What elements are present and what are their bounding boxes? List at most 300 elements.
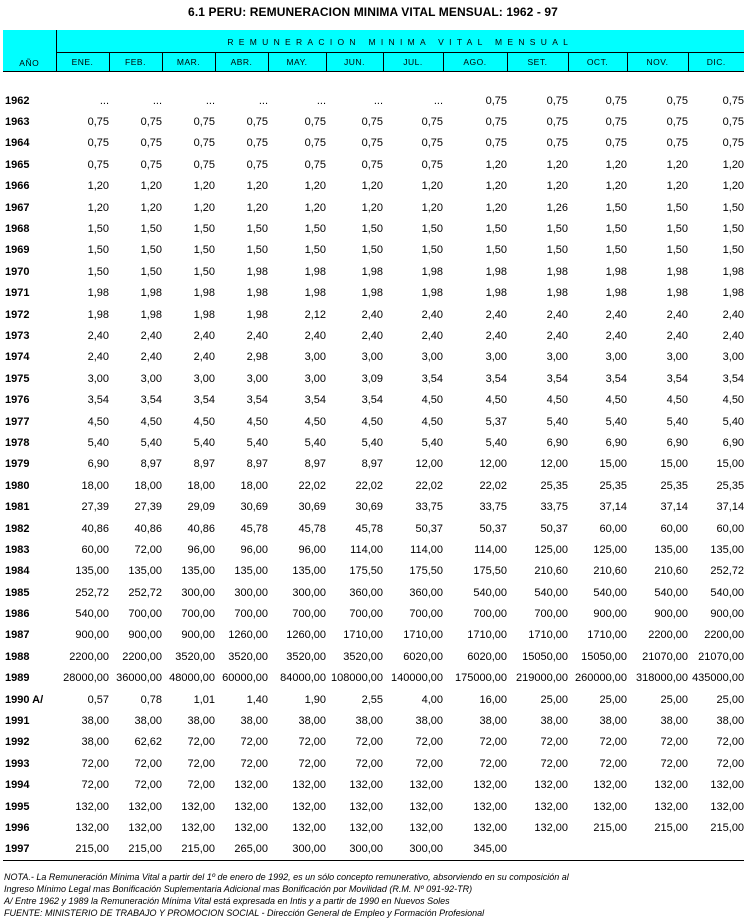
value-cell: 1710,00 — [467, 629, 507, 642]
value-cell: 1,98 — [546, 265, 568, 278]
year-cell: 1969 — [5, 244, 30, 257]
value-cell: 1,50 — [421, 223, 443, 236]
value-cell: 2,40 — [361, 329, 383, 342]
table-row — [3, 753, 744, 774]
value-cell: 4,50 — [193, 415, 215, 428]
value-cell: 38,00 — [81, 736, 109, 749]
value-cell: 1,50 — [193, 244, 215, 257]
value-cell: 140000,00 — [391, 672, 443, 685]
value-cell: 5,40 — [421, 436, 443, 449]
value-cell: 0,75 — [361, 158, 383, 171]
value-cell: 15,00 — [660, 458, 688, 471]
value-cell: 1,50 — [193, 265, 215, 278]
value-cell: 5,40 — [193, 436, 215, 449]
value-cell: 30,69 — [240, 501, 268, 514]
value-cell: 48000,00 — [169, 672, 215, 685]
value-cell: 1,50 — [246, 223, 268, 236]
value-cell: 1,98 — [87, 287, 109, 300]
value-cell: 132,00 — [710, 779, 745, 792]
value-cell: 1,50 — [87, 244, 109, 257]
value-cell: 219000,00 — [516, 672, 568, 685]
value-cell: 38,00 — [599, 715, 627, 728]
footnote-line: FUENTE: MINISTERIO DE TRABAJO Y PROMOCION SOCIAL - Dirección General de Empleo y Formación Profesional — [4, 908, 485, 918]
value-cell: 72,00 — [81, 757, 109, 770]
value-cell: ... — [205, 94, 215, 107]
value-cell: 1,50 — [87, 265, 109, 278]
value-cell: 72,00 — [187, 736, 215, 749]
value-cell: 1,20 — [421, 180, 443, 193]
value-cell: 135,00 — [292, 565, 326, 578]
value-cell: 700,00 — [181, 608, 215, 621]
value-cell: 2,12 — [304, 308, 326, 321]
value-cell: 1,20 — [605, 180, 627, 193]
value-cell: 25,35 — [599, 479, 627, 492]
value-cell: 38,00 — [134, 715, 162, 728]
span-header: REMUNERACION MINIMA VITAL MENSUAL — [56, 30, 744, 53]
value-cell: 1710,00 — [587, 629, 627, 642]
value-cell: 15,00 — [716, 458, 745, 471]
value-cell: 3,54 — [722, 372, 745, 385]
value-cell: 2,98 — [246, 351, 268, 364]
value-cell: 96,00 — [298, 543, 326, 556]
year-cell: 1965 — [5, 158, 30, 171]
value-cell: 60,00 — [81, 543, 109, 556]
value-cell: 2,40 — [605, 308, 627, 321]
value-cell: 3,54 — [666, 372, 688, 385]
year-cell: 1962 — [5, 94, 30, 107]
value-cell: 1,20 — [546, 158, 568, 171]
table-header — [3, 30, 744, 72]
table-row — [3, 668, 744, 689]
value-cell: 60000,00 — [222, 672, 268, 685]
value-cell: 210,60 — [593, 565, 627, 578]
value-cell: 4,50 — [246, 415, 268, 428]
value-cell: 132,00 — [409, 779, 443, 792]
value-cell: 132,00 — [534, 800, 568, 813]
value-cell: 0,75 — [87, 116, 109, 129]
table-row — [3, 197, 744, 218]
value-cell: ... — [258, 94, 268, 107]
value-cell: 3520,00 — [343, 650, 383, 663]
value-cell: 0,75 — [722, 94, 745, 107]
table-row — [3, 796, 744, 817]
value-cell: 1,50 — [246, 244, 268, 257]
value-cell: 132,00 — [181, 821, 215, 834]
value-cell: 72,00 — [240, 757, 268, 770]
value-cell: 1,98 — [421, 287, 443, 300]
year-cell: 1991 — [5, 715, 30, 728]
value-cell: 0,57 — [87, 693, 109, 706]
value-cell: 1,50 — [361, 223, 383, 236]
value-cell: 700,00 — [473, 608, 507, 621]
year-column-header: AÑO — [3, 30, 56, 71]
value-cell: 1,98 — [546, 287, 568, 300]
value-cell: 27,39 — [81, 501, 109, 514]
value-cell: 540,00 — [593, 586, 627, 599]
value-cell: 1260,00 — [228, 629, 268, 642]
value-cell: 5,40 — [485, 436, 507, 449]
table-row — [3, 539, 744, 560]
value-cell: 2,40 — [485, 329, 507, 342]
value-cell: 1,20 — [421, 201, 443, 214]
value-cell: 18,00 — [187, 479, 215, 492]
value-cell: 132,00 — [234, 821, 268, 834]
year-cell: 1971 — [5, 287, 30, 300]
value-cell: 132,00 — [75, 800, 109, 813]
value-cell: 6,90 — [666, 436, 688, 449]
value-cell: 22,02 — [355, 479, 383, 492]
table-row — [3, 732, 744, 753]
value-cell: 2,40 — [87, 351, 109, 364]
value-cell: 2,40 — [140, 351, 162, 364]
value-cell: 38,00 — [187, 715, 215, 728]
value-cell: 252,72 — [710, 565, 745, 578]
value-cell: 1,98 — [485, 287, 507, 300]
value-cell: 12,00 — [479, 458, 507, 471]
value-cell: 360,00 — [349, 586, 383, 599]
value-cell: 1,26 — [546, 201, 568, 214]
value-cell: 1,50 — [605, 223, 627, 236]
value-cell: 135,00 — [234, 565, 268, 578]
value-cell: 1,50 — [666, 201, 688, 214]
value-cell: 114,00 — [410, 543, 443, 556]
value-cell: 8,97 — [193, 458, 215, 471]
value-cell: 1,20 — [246, 201, 268, 214]
value-cell: 1,20 — [666, 180, 688, 193]
value-cell: 1,20 — [140, 180, 162, 193]
month-header: JUL. — [383, 53, 443, 72]
footnote-line: Ingreso Mínimo Legal mas Bonificación Suplementaria Adicional mas Bonificación por Movilidad (R.M. Nº 091-92-TR) — [4, 884, 473, 894]
value-cell: 900,00 — [654, 608, 688, 621]
value-cell: 60,00 — [716, 522, 745, 535]
year-cell: 1985 — [5, 586, 30, 599]
value-cell: 0,75 — [666, 94, 688, 107]
value-cell: 8,97 — [246, 458, 268, 471]
table-row — [3, 90, 744, 111]
value-cell: 900,00 — [181, 629, 215, 642]
value-cell: 45,78 — [355, 522, 383, 535]
value-cell: 3,00 — [605, 351, 627, 364]
month-header: JUN. — [326, 53, 383, 72]
value-cell: 1,20 — [485, 201, 507, 214]
value-cell: 0,75 — [546, 116, 568, 129]
value-cell: 25,00 — [599, 693, 627, 706]
value-cell: 3,00 — [140, 372, 162, 385]
value-cell: 4,50 — [485, 394, 507, 407]
table-row — [3, 839, 744, 861]
value-cell: 135,00 — [710, 543, 745, 556]
value-cell: 132,00 — [292, 821, 326, 834]
value-cell: 135,00 — [654, 543, 688, 556]
value-cell: 1,50 — [485, 244, 507, 257]
value-cell: 5,40 — [605, 415, 627, 428]
value-cell: 3,54 — [421, 372, 443, 385]
value-cell: 0,75 — [485, 137, 507, 150]
value-cell: 60,00 — [660, 522, 688, 535]
year-cell: 1973 — [5, 329, 30, 342]
value-cell: 0,75 — [246, 158, 268, 171]
value-cell: 25,00 — [540, 693, 568, 706]
value-cell: 72,00 — [298, 757, 326, 770]
value-cell: 5,40 — [87, 436, 109, 449]
value-cell: 45,78 — [240, 522, 268, 535]
value-cell: 0,75 — [546, 137, 568, 150]
value-cell: 2,40 — [361, 308, 383, 321]
value-cell: 72,00 — [599, 736, 627, 749]
value-cell: ... — [152, 94, 162, 107]
value-cell: 2,40 — [666, 329, 688, 342]
year-cell: 1963 — [5, 116, 30, 129]
value-cell: 1,98 — [722, 287, 745, 300]
value-cell: 175000,00 — [455, 672, 507, 685]
value-cell: 132,00 — [181, 800, 215, 813]
value-cell: 1,50 — [666, 223, 688, 236]
value-cell: 0,75 — [605, 116, 627, 129]
value-cell: 132,00 — [234, 779, 268, 792]
value-cell: 2,40 — [87, 329, 109, 342]
value-cell: 16,00 — [479, 693, 507, 706]
value-cell: 18,00 — [240, 479, 268, 492]
value-cell: 3,00 — [193, 372, 215, 385]
value-cell: 132,00 — [654, 779, 688, 792]
value-cell: 300,00 — [181, 586, 215, 599]
value-cell: 38,00 — [298, 715, 326, 728]
value-cell: 33,75 — [540, 501, 568, 514]
value-cell: 2200,00 — [704, 629, 745, 642]
value-cell: 540,00 — [75, 608, 109, 621]
value-cell: 215,00 — [75, 843, 109, 856]
value-cell: 5,40 — [140, 436, 162, 449]
year-cell: 1982 — [5, 522, 30, 535]
value-cell: 4,50 — [666, 394, 688, 407]
value-cell: 1,20 — [605, 158, 627, 171]
value-cell: 72,00 — [81, 779, 109, 792]
value-cell: 38,00 — [240, 715, 268, 728]
value-cell: 1,98 — [605, 287, 627, 300]
value-cell: 252,72 — [75, 586, 109, 599]
value-cell: 3,00 — [485, 351, 507, 364]
month-header: SET. — [507, 53, 568, 72]
year-cell: 1994 — [5, 779, 30, 792]
value-cell: 1,90 — [304, 693, 326, 706]
value-cell: 132,00 — [75, 821, 109, 834]
value-cell: 5,40 — [546, 415, 568, 428]
value-cell: 60,00 — [599, 522, 627, 535]
value-cell: 0,75 — [421, 137, 443, 150]
value-cell: 300,00 — [234, 586, 268, 599]
value-cell: 72,00 — [716, 736, 745, 749]
value-cell: 210,60 — [654, 565, 688, 578]
value-cell: 1,98 — [193, 308, 215, 321]
value-cell: 0,75 — [304, 137, 326, 150]
value-cell: 3,54 — [304, 394, 326, 407]
value-cell: 540,00 — [473, 586, 507, 599]
value-cell: 3,00 — [87, 372, 109, 385]
value-cell: 6,90 — [722, 436, 745, 449]
value-cell: 2,40 — [193, 329, 215, 342]
value-cell: 125,00 — [593, 543, 627, 556]
value-cell: 0,75 — [546, 94, 568, 107]
value-cell — [627, 839, 688, 861]
value-cell: 1,40 — [246, 693, 268, 706]
value-cell: 38,00 — [479, 715, 507, 728]
value-cell: 2,40 — [546, 329, 568, 342]
value-cell: 2,40 — [421, 329, 443, 342]
value-cell: 114,00 — [474, 543, 507, 556]
value-cell: 72,00 — [599, 757, 627, 770]
value-cell: 4,50 — [140, 415, 162, 428]
value-cell: 2,40 — [193, 351, 215, 364]
page-title: 6.1 PERU: REMUNERACION MINIMA VITAL MENSUAL: 1962 - 97 — [188, 5, 558, 19]
table-row — [3, 646, 744, 667]
value-cell: 132,00 — [349, 779, 383, 792]
value-cell: 0,75 — [605, 137, 627, 150]
value-cell: 132,00 — [409, 800, 443, 813]
value-cell: 25,00 — [716, 693, 745, 706]
value-cell: 1,50 — [722, 223, 745, 236]
value-cell: 2,40 — [140, 329, 162, 342]
value-cell: 1,50 — [140, 265, 162, 278]
value-cell: 900,00 — [710, 608, 745, 621]
year-cell: 1989 — [5, 672, 30, 685]
value-cell: 540,00 — [534, 586, 568, 599]
value-cell: 29,09 — [187, 501, 215, 514]
value-cell: 900,00 — [593, 608, 627, 621]
value-cell: 0,75 — [193, 116, 215, 129]
value-cell: 0,75 — [140, 137, 162, 150]
value-cell: 72,00 — [479, 736, 507, 749]
value-cell: 215,00 — [593, 821, 627, 834]
value-cell: 72,00 — [187, 779, 215, 792]
value-cell: 132,00 — [234, 800, 268, 813]
value-cell: 33,75 — [415, 501, 443, 514]
value-cell: 22,02 — [415, 479, 443, 492]
value-cell: 1,98 — [87, 308, 109, 321]
value-cell: 1,20 — [546, 180, 568, 193]
value-cell: 0,75 — [87, 158, 109, 171]
value-cell: 72,00 — [134, 779, 162, 792]
value-cell: 1,98 — [246, 287, 268, 300]
table-row — [3, 689, 744, 710]
value-cell: 132,00 — [349, 800, 383, 813]
wage-table — [3, 30, 744, 861]
value-cell: 6,90 — [546, 436, 568, 449]
table-row — [3, 710, 744, 731]
value-cell: 108000,00 — [331, 672, 383, 685]
value-cell: 6020,00 — [403, 650, 443, 663]
value-cell: 1,20 — [722, 158, 745, 171]
value-cell: ... — [433, 94, 443, 107]
value-cell: 1710,00 — [528, 629, 568, 642]
value-cell: 0,75 — [193, 158, 215, 171]
value-cell: 21070,00 — [698, 650, 745, 663]
value-cell: 8,97 — [304, 458, 326, 471]
value-cell: 3,54 — [140, 394, 162, 407]
value-cell: 132,00 — [292, 779, 326, 792]
value-cell: 4,50 — [421, 415, 443, 428]
value-cell: 260000,00 — [575, 672, 627, 685]
month-header: MAY. — [268, 53, 326, 72]
value-cell: 345,00 — [473, 843, 507, 856]
value-cell: 6020,00 — [467, 650, 507, 663]
value-cell: 72,00 — [298, 736, 326, 749]
value-cell: 45,78 — [298, 522, 326, 535]
value-cell: 1,20 — [87, 180, 109, 193]
table-row — [3, 817, 744, 838]
table-row — [3, 368, 744, 389]
value-cell: 3,54 — [246, 394, 268, 407]
value-cell: 132,00 — [349, 821, 383, 834]
value-cell: 4,50 — [722, 394, 745, 407]
value-cell: 0,75 — [666, 137, 688, 150]
value-cell: 21070,00 — [642, 650, 688, 663]
value-cell: 175,50 — [473, 565, 507, 578]
value-cell: 1,50 — [421, 244, 443, 257]
value-cell: 5,37 — [485, 415, 507, 428]
value-cell: 252,72 — [128, 586, 162, 599]
year-cell: 1976 — [5, 394, 30, 407]
value-cell: 132,00 — [534, 779, 568, 792]
value-cell: 72,00 — [479, 757, 507, 770]
value-cell: 72,00 — [415, 736, 443, 749]
value-cell: 4,50 — [361, 415, 383, 428]
value-cell: 18,00 — [134, 479, 162, 492]
value-cell: 1,50 — [87, 223, 109, 236]
value-cell: 2200,00 — [122, 650, 162, 663]
value-cell: 1,98 — [246, 308, 268, 321]
value-cell: 33,75 — [479, 501, 507, 514]
value-cell: 700,00 — [534, 608, 568, 621]
value-cell: 132,00 — [473, 800, 507, 813]
value-cell: 25,00 — [660, 693, 688, 706]
value-cell: 84000,00 — [280, 672, 326, 685]
value-cell: 3520,00 — [228, 650, 268, 663]
year-cell: 1967 — [5, 201, 30, 214]
value-cell: 2,40 — [722, 329, 745, 342]
value-cell: 215,00 — [710, 821, 745, 834]
value-cell: 1,98 — [666, 265, 688, 278]
year-cell: 1990 A/ — [5, 693, 44, 706]
year-cell: 1988 — [5, 650, 30, 663]
year-cell: 1979 — [5, 458, 30, 471]
value-cell: 0,75 — [304, 116, 326, 129]
value-cell: 72,00 — [134, 543, 162, 556]
value-cell: 114,00 — [350, 543, 383, 556]
value-cell: 0,75 — [246, 137, 268, 150]
value-cell: 1,50 — [546, 244, 568, 257]
value-cell: 25,35 — [540, 479, 568, 492]
value-cell: 6,90 — [605, 436, 627, 449]
value-cell: 0,75 — [140, 116, 162, 129]
value-cell: 132,00 — [654, 800, 688, 813]
value-cell: 3520,00 — [286, 650, 326, 663]
value-cell: 132,00 — [473, 779, 507, 792]
value-cell: 12,00 — [415, 458, 443, 471]
value-cell: 132,00 — [128, 800, 162, 813]
month-header: MAR. — [162, 53, 215, 72]
value-cell: 435000,00 — [692, 672, 745, 685]
value-cell: 72,00 — [355, 736, 383, 749]
table-row — [3, 432, 744, 453]
value-cell: 72,00 — [540, 757, 568, 770]
value-cell: 215,00 — [654, 821, 688, 834]
value-cell: 37,14 — [599, 501, 627, 514]
value-cell: 1,20 — [722, 180, 745, 193]
year-cell: 1964 — [5, 137, 30, 150]
value-cell: 37,14 — [716, 501, 745, 514]
table-row — [3, 496, 744, 517]
value-cell: 0,75 — [421, 158, 443, 171]
